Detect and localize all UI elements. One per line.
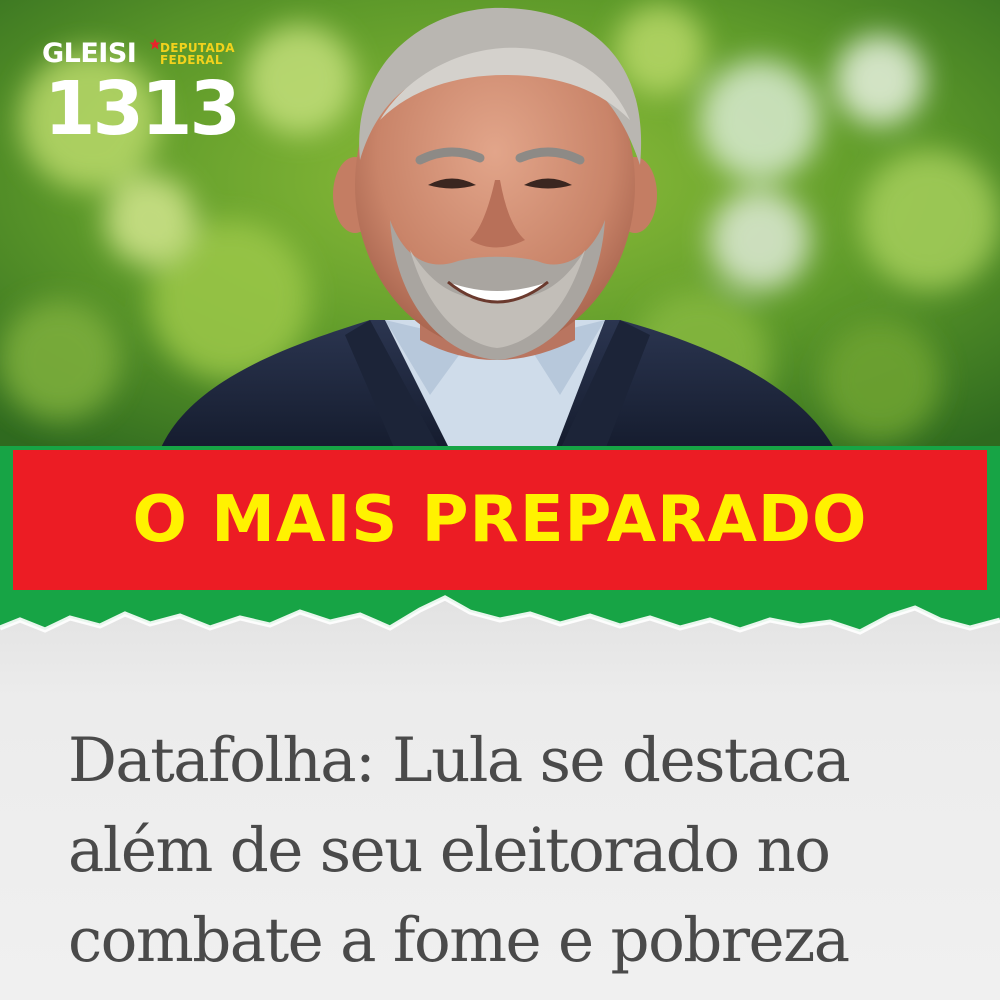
article-line: combate a fome e pobreza [68, 905, 849, 976]
article-headline [68, 716, 968, 986]
banner-headline: O MAIS PREPARADO [132, 483, 868, 557]
article-line: além de seu eleitorado no [68, 815, 830, 886]
logo-role-line2: FEDERAL [160, 53, 223, 67]
article-line: Datafolha: Lula se destaca [68, 725, 850, 796]
logo-name: GLEISI [42, 38, 137, 69]
candidate-logo [42, 38, 272, 152]
red-banner [13, 450, 987, 590]
logo-role [160, 42, 260, 66]
logo-number: 1313 [44, 66, 238, 152]
logo-role-line1: DEPUTADA [160, 41, 235, 55]
